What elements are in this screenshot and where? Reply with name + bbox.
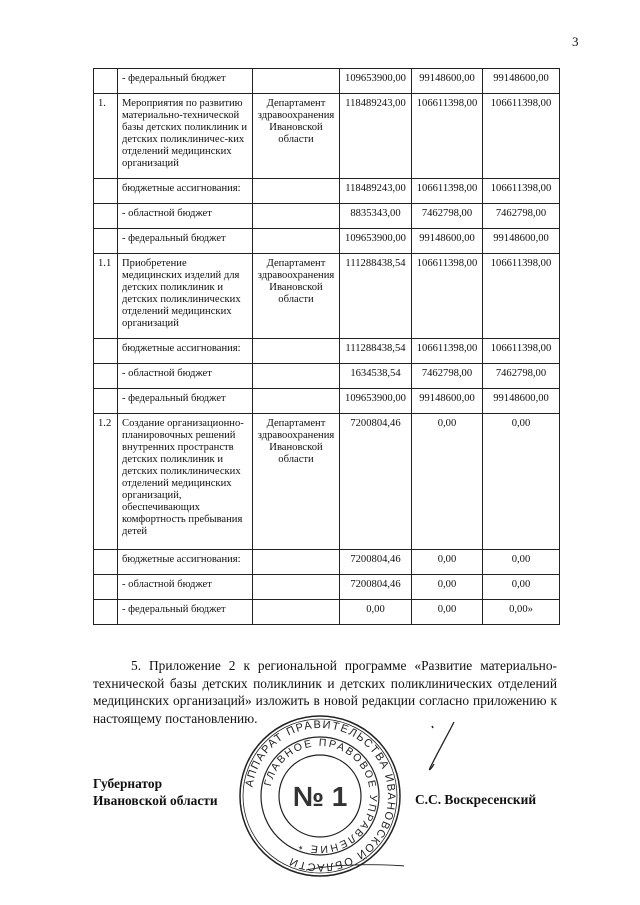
table-row xyxy=(94,575,560,600)
row-value-2: 0,00 xyxy=(412,600,483,625)
row-value-2: 7462798,00 xyxy=(412,364,483,389)
row-index: 1.2 xyxy=(94,414,118,550)
row-value-2: 106611398,00 xyxy=(412,339,483,364)
row-department xyxy=(253,389,340,414)
table-row xyxy=(94,204,560,229)
row-index xyxy=(94,364,118,389)
table-row xyxy=(94,94,560,179)
row-name: Мероприятия по развитию материально-технической базы детских поликлиник и детских поликлиничес-ких отделений медицинских организаций xyxy=(118,94,253,179)
row-department xyxy=(253,204,340,229)
row-value-1: 111288438,54 xyxy=(340,339,412,364)
row-name: бюджетные ассигнования: xyxy=(118,550,253,575)
row-value-3: 106611398,00 xyxy=(483,94,560,179)
row-value-1: 109653900,00 xyxy=(340,229,412,254)
row-value-2: 7462798,00 xyxy=(412,204,483,229)
row-name: - федеральный бюджет xyxy=(118,229,253,254)
row-value-1: 7200804,46 xyxy=(340,414,412,550)
row-value-1: 7200804,46 xyxy=(340,550,412,575)
row-value-3: 0,00» xyxy=(483,600,560,625)
row-value-2: 106611398,00 xyxy=(412,254,483,339)
row-index xyxy=(94,600,118,625)
table-row xyxy=(94,414,560,550)
svg-text:№ 1: № 1 xyxy=(292,781,348,812)
signer-title-line1: Губернатор xyxy=(93,776,163,791)
official-stamp-icon xyxy=(236,712,404,880)
row-value-1: 109653900,00 xyxy=(340,69,412,94)
row-value-1: 118489243,00 xyxy=(340,94,412,179)
row-name: - федеральный бюджет xyxy=(118,389,253,414)
signer-title xyxy=(93,775,218,809)
row-value-1: 111288438,54 xyxy=(340,254,412,339)
row-index xyxy=(94,229,118,254)
row-value-2: 99148600,00 xyxy=(412,389,483,414)
table-row xyxy=(94,179,560,204)
row-department xyxy=(253,69,340,94)
row-value-3: 99148600,00 xyxy=(483,389,560,414)
row-name: - областной бюджет xyxy=(118,575,253,600)
row-value-1: 118489243,00 xyxy=(340,179,412,204)
row-index xyxy=(94,389,118,414)
row-value-3: 0,00 xyxy=(483,550,560,575)
row-index xyxy=(94,339,118,364)
row-value-3: 7462798,00 xyxy=(483,204,560,229)
row-department: Департамент здравоохранения Ивановской области xyxy=(253,94,340,179)
page-number: 3 xyxy=(572,34,579,49)
signer-name: С.С. Воскресенский xyxy=(415,792,537,807)
row-value-3: 0,00 xyxy=(483,414,560,550)
table-row xyxy=(94,339,560,364)
row-value-2: 106611398,00 xyxy=(412,94,483,179)
row-value-1: 8835343,00 xyxy=(340,204,412,229)
table-row xyxy=(94,229,560,254)
row-department xyxy=(253,179,340,204)
row-index xyxy=(94,550,118,575)
row-name: - федеральный бюджет xyxy=(118,69,253,94)
row-name: бюджетные ассигнования: xyxy=(118,179,253,204)
row-name: бюджетные ассигнования: xyxy=(118,339,253,364)
row-value-1: 109653900,00 xyxy=(340,389,412,414)
handwritten-signature-icon xyxy=(420,718,460,778)
row-value-2: 0,00 xyxy=(412,550,483,575)
row-department xyxy=(253,550,340,575)
row-value-2: 0,00 xyxy=(412,575,483,600)
row-department xyxy=(253,364,340,389)
row-value-2: 106611398,00 xyxy=(412,179,483,204)
row-value-2: 0,00 xyxy=(412,414,483,550)
row-value-3: 106611398,00 xyxy=(483,339,560,364)
budget-table xyxy=(93,68,560,625)
row-department xyxy=(253,600,340,625)
svg-text:АППАРАТ ПРАВИТЕЛЬСТВА ИВАНОВСК: АППАРАТ ПРАВИТЕЛЬСТВА ИВАНОВСКОЙ ОБЛАСТИ xyxy=(243,718,398,874)
row-name: - областной бюджет xyxy=(118,364,253,389)
row-index xyxy=(94,179,118,204)
row-value-3: 7462798,00 xyxy=(483,364,560,389)
table-row xyxy=(94,550,560,575)
row-department: Департамент здравоохранения Ивановской области xyxy=(253,254,340,339)
row-value-3: 106611398,00 xyxy=(483,254,560,339)
table-row xyxy=(94,364,560,389)
row-index xyxy=(94,204,118,229)
row-value-2: 99148600,00 xyxy=(412,69,483,94)
row-value-1: 7200804,46 xyxy=(340,575,412,600)
row-name: Приобретение медицинских изделий для детских поликлиник и детских поликлинических отделений медицинских организаций xyxy=(118,254,253,339)
row-department xyxy=(253,575,340,600)
paragraph-text: 5. Приложение 2 к региональной программе «Развитие материально-технической базы детских поликлиник и детских поликлинических отделений медицинских организаций» изложить в новой редакции согласно приложению к настоящему постановлению. xyxy=(93,658,557,726)
table-row xyxy=(94,389,560,414)
svg-text:ГЛАВНОЕ ПРАВОВОЕ УПРАВЛЕНИЕ *: ГЛАВНОЕ ПРАВОВОЕ УПРАВЛЕНИЕ * xyxy=(262,736,380,856)
row-index: 1.1 xyxy=(94,254,118,339)
row-value-1: 1634538,54 xyxy=(340,364,412,389)
row-value-3: 99148600,00 xyxy=(483,229,560,254)
row-name: Создание организационно-планировочных решений внутренних пространств детских поликлиник и детских поликлинических отделений медицинских организаций, обеспечивающих комфортность пребывания детей xyxy=(118,414,253,550)
row-value-3: 0,00 xyxy=(483,575,560,600)
row-department xyxy=(253,229,340,254)
table-row xyxy=(94,69,560,94)
row-index xyxy=(94,69,118,94)
row-value-2: 99148600,00 xyxy=(412,229,483,254)
row-department xyxy=(253,339,340,364)
row-index xyxy=(94,575,118,600)
row-department: Департамент здравоохранения Ивановской области xyxy=(253,414,340,550)
row-index: 1. xyxy=(94,94,118,179)
row-name: - федеральный бюджет xyxy=(118,600,253,625)
table-row xyxy=(94,600,560,625)
signer-title-line2: Ивановской области xyxy=(93,793,218,808)
row-value-3: 106611398,00 xyxy=(483,179,560,204)
row-name: - областной бюджет xyxy=(118,204,253,229)
row-value-3: 99148600,00 xyxy=(483,69,560,94)
row-value-1: 0,00 xyxy=(340,600,412,625)
table-row xyxy=(94,254,560,339)
